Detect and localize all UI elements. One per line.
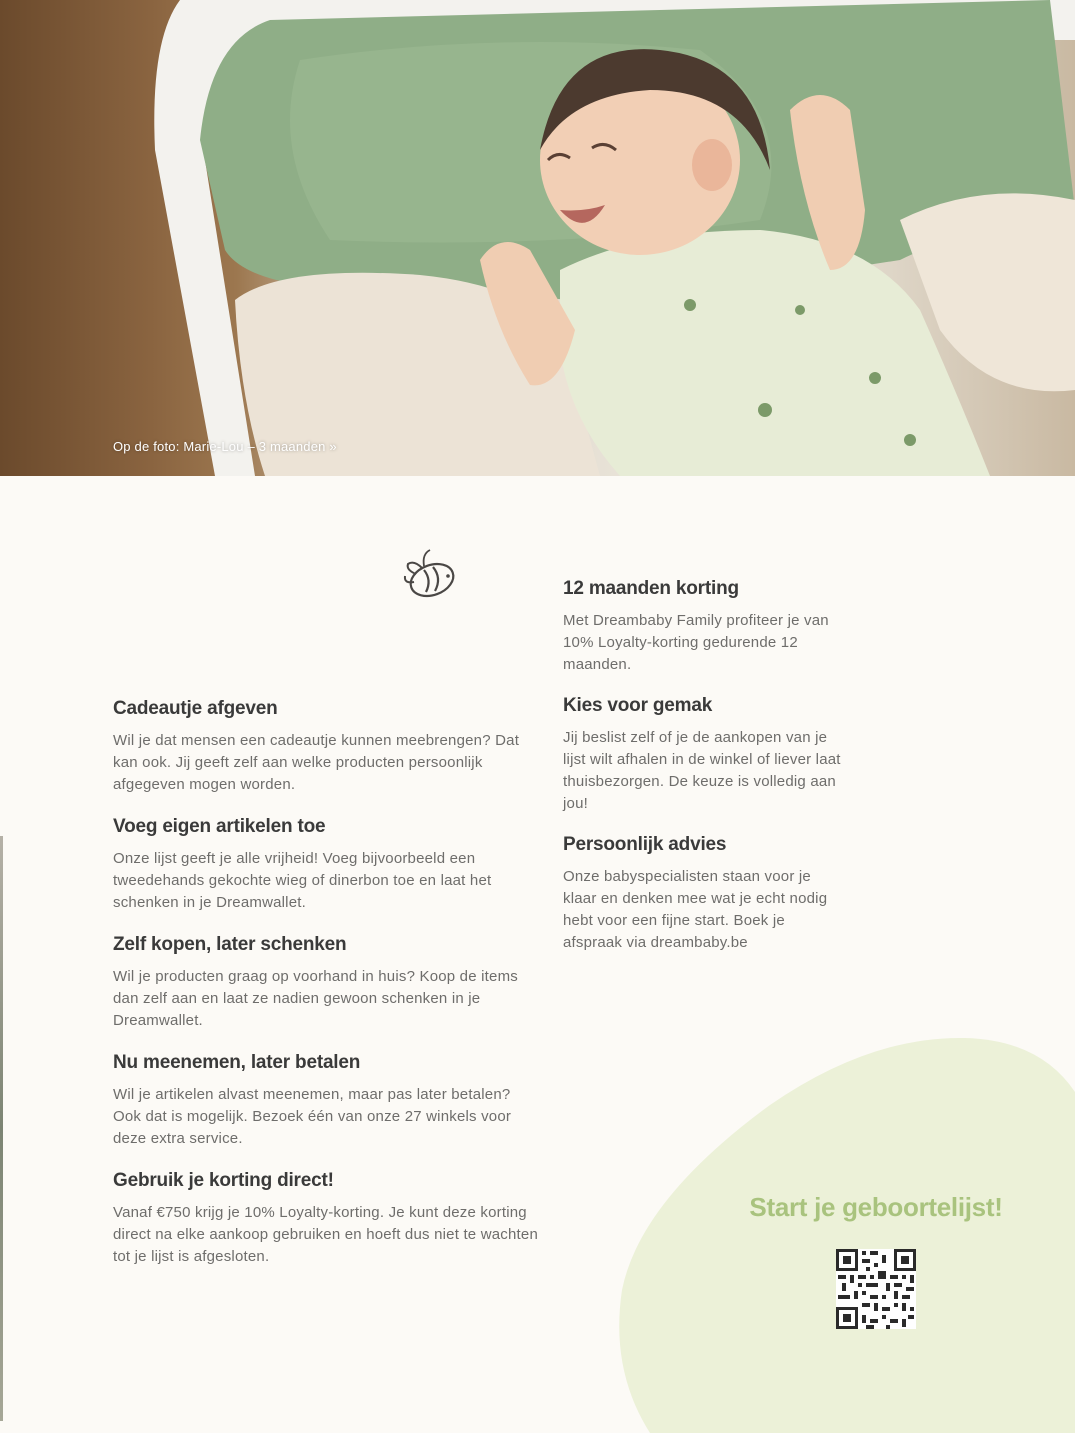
section-text: Wil je producten graag op voorhand in huis? Koop de items dan zelf aan en laat ze nadien gewoon schenken in je Dreamwallet. — [113, 968, 518, 1029]
section-title: Nu meenemen, later betalen — [113, 1052, 361, 1073]
section-title: Gebruik je korting direct! — [113, 1170, 334, 1191]
cta-start-geboortelijst[interactable]: Start je geboortelijst! — [749, 1192, 1003, 1222]
section-text: Jij beslist zelf of je de aankopen van je lijst wilt afhalen in de winkel of liever laat thuisbezorgen. De keuze is volledig aan jou! — [563, 729, 841, 812]
photo-caption: Op de foto: Marie-Lou – 3 maanden » — [113, 439, 337, 454]
section-text: Onze babyspecialisten staan voor je klaar en denken mee wat je echt nodig hebt voor een fijne start. Boek je afspraak via dreambaby.be — [563, 868, 828, 951]
qr-code-icon[interactable] — [836, 1249, 916, 1329]
section-text: Vanaf €750 krijg je 10% Loyalty-korting. Je kunt deze korting direct na elke aankoop gebruiken en hoeft dus niet te wachten tot je lijst is afgesloten. — [113, 1204, 538, 1265]
section-title: Cadeautje afgeven — [113, 698, 278, 719]
section-text: Met Dreambaby Family profiteer je van 10% Loyalty-korting gedurende 12 maanden. — [563, 612, 829, 673]
section-text: Wil je artikelen alvast meenemen, maar pas later betalen? Ook dat is mogelijk. Bezoek één van onze 27 winkels voor deze extra service. — [113, 1086, 512, 1147]
section-title: Voeg eigen artikelen toe — [113, 816, 326, 837]
section-text: Onze lijst geeft je alle vrijheid! Voeg bijvoorbeeld een tweedehands gekochte wieg of dinerbon toe en laat het schenken in je Dreamwallet. — [113, 850, 492, 911]
section-text: Wil je dat mensen een cadeautje kunnen meebrengen? Dat kan ook. Jij geeft zelf aan welke producten persoonlijk afgegeven mogen worden. — [113, 732, 520, 793]
section-title: Kies voor gemak — [563, 695, 713, 716]
section-title: Persoonlijk advies — [563, 834, 727, 855]
section-title: Zelf kopen, later schenken — [113, 934, 347, 955]
section-title: 12 maanden korting — [563, 578, 739, 599]
